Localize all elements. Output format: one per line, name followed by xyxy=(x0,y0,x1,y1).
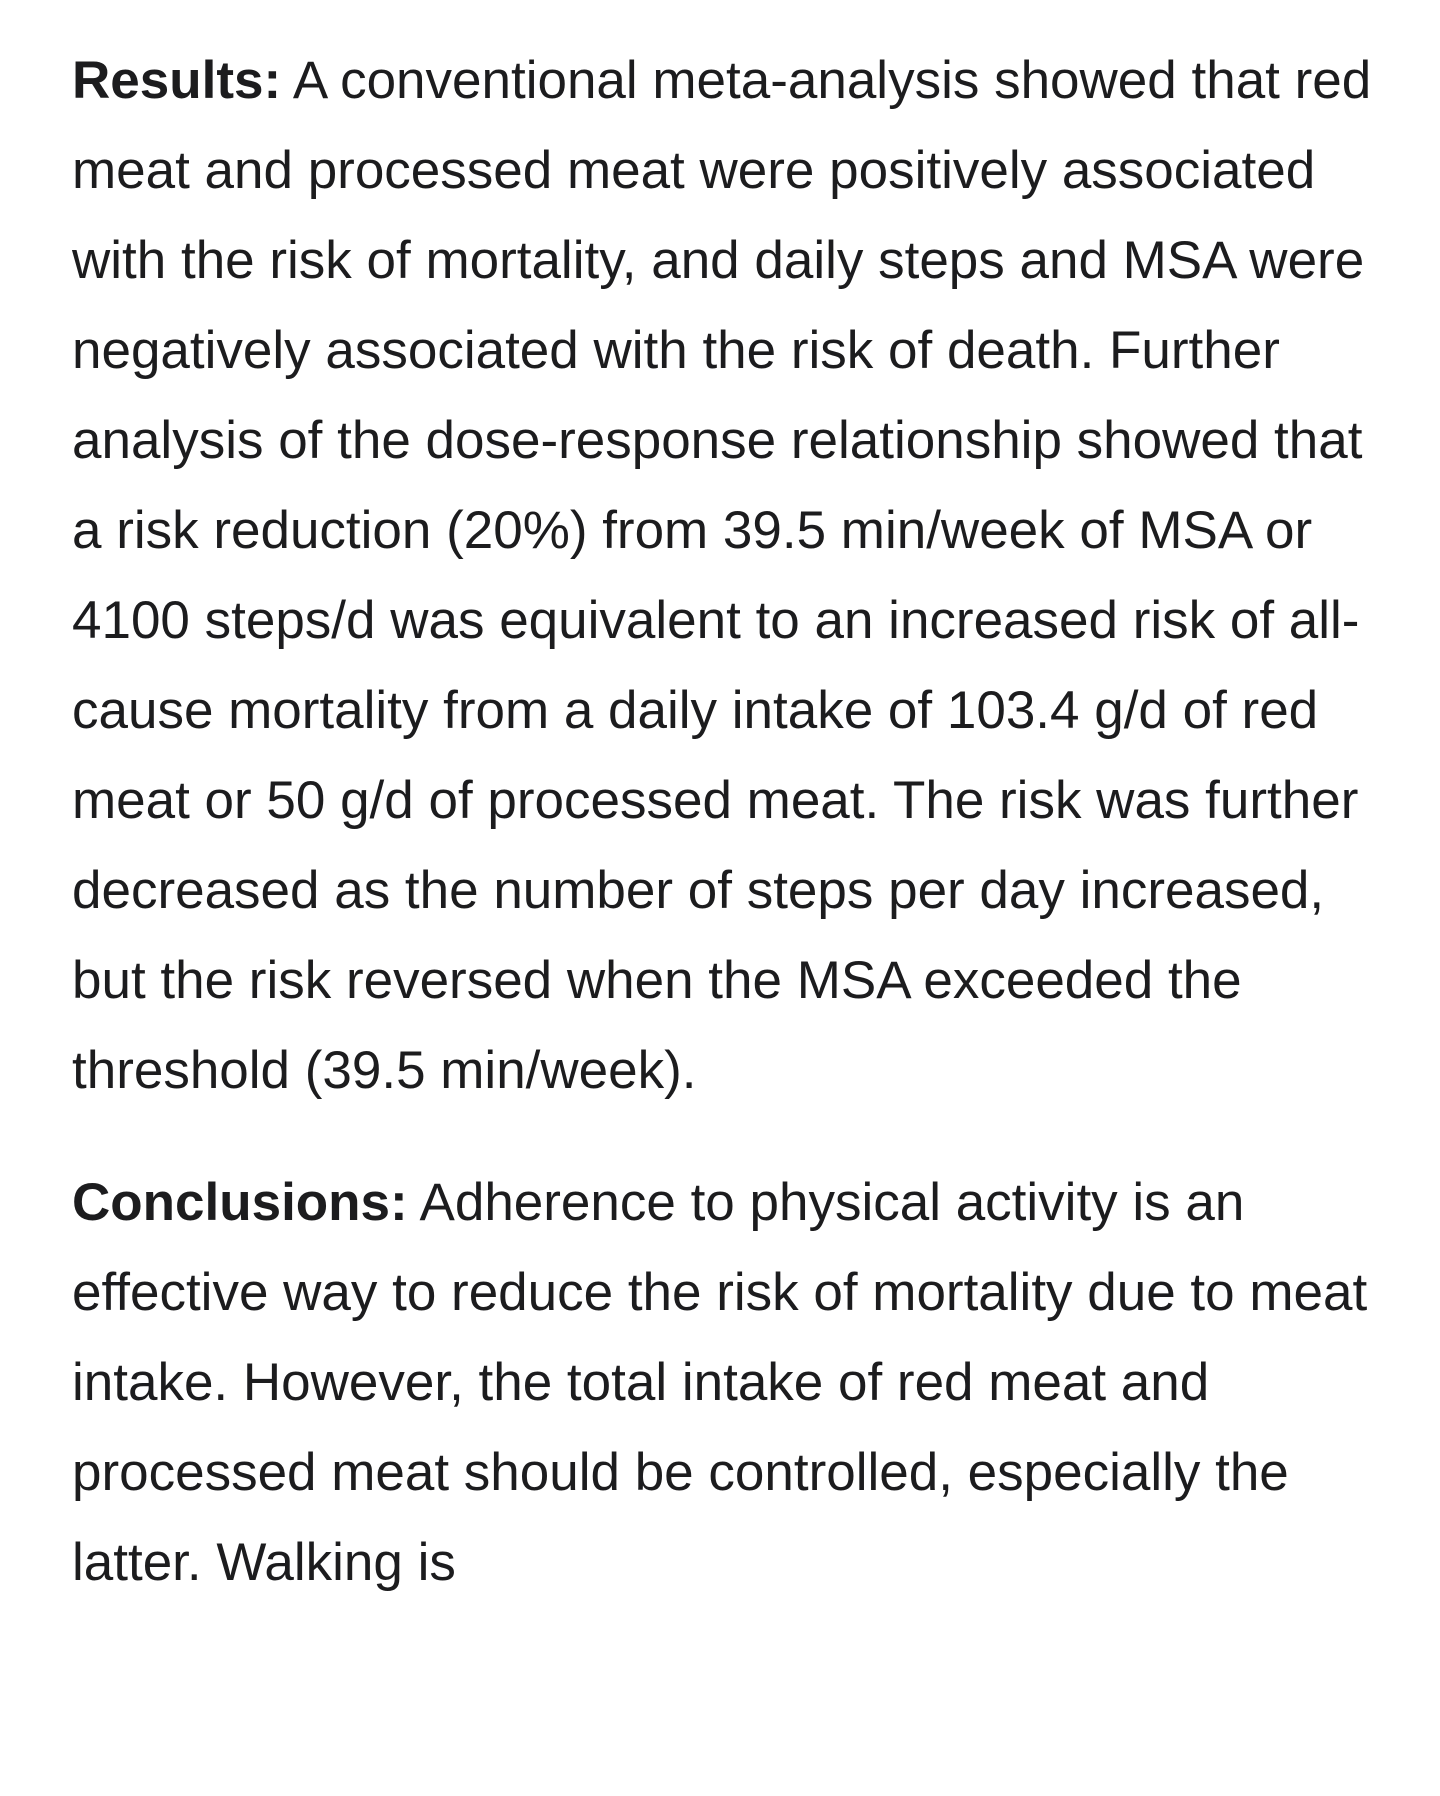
conclusions-body: Adherence to physical activity is an effective way to reduce the risk of mortality due to meat intake. However, the total intake of red meat and processed meat should be controlled, especially the latter. Walking is xyxy=(72,1173,1368,1592)
results-body: A conventional meta-analysis showed that red meat and processed meat were positively associated with the risk of mortality, and daily steps and MSA were negatively associated with the risk of death. Further analysis of the dose-response relationship showed that a risk reduction (20%) from 39.5 min/week of MSA or 4100 steps/d was equivalent to an increased risk of all-cause mortality from a daily intake of 103.4 g/d of red meat or 50 g/d of processed meat. The risk was further decreased as the number of steps per day increased, but the risk reversed when the MSA exceeded the threshold (39.5 min/week). xyxy=(72,51,1372,1100)
abstract-text xyxy=(72,36,1402,1608)
conclusions-label: Conclusions: xyxy=(72,1173,408,1232)
results-label: Results: xyxy=(72,51,282,110)
conclusions-paragraph xyxy=(72,1158,1402,1608)
results-paragraph xyxy=(72,36,1402,1116)
